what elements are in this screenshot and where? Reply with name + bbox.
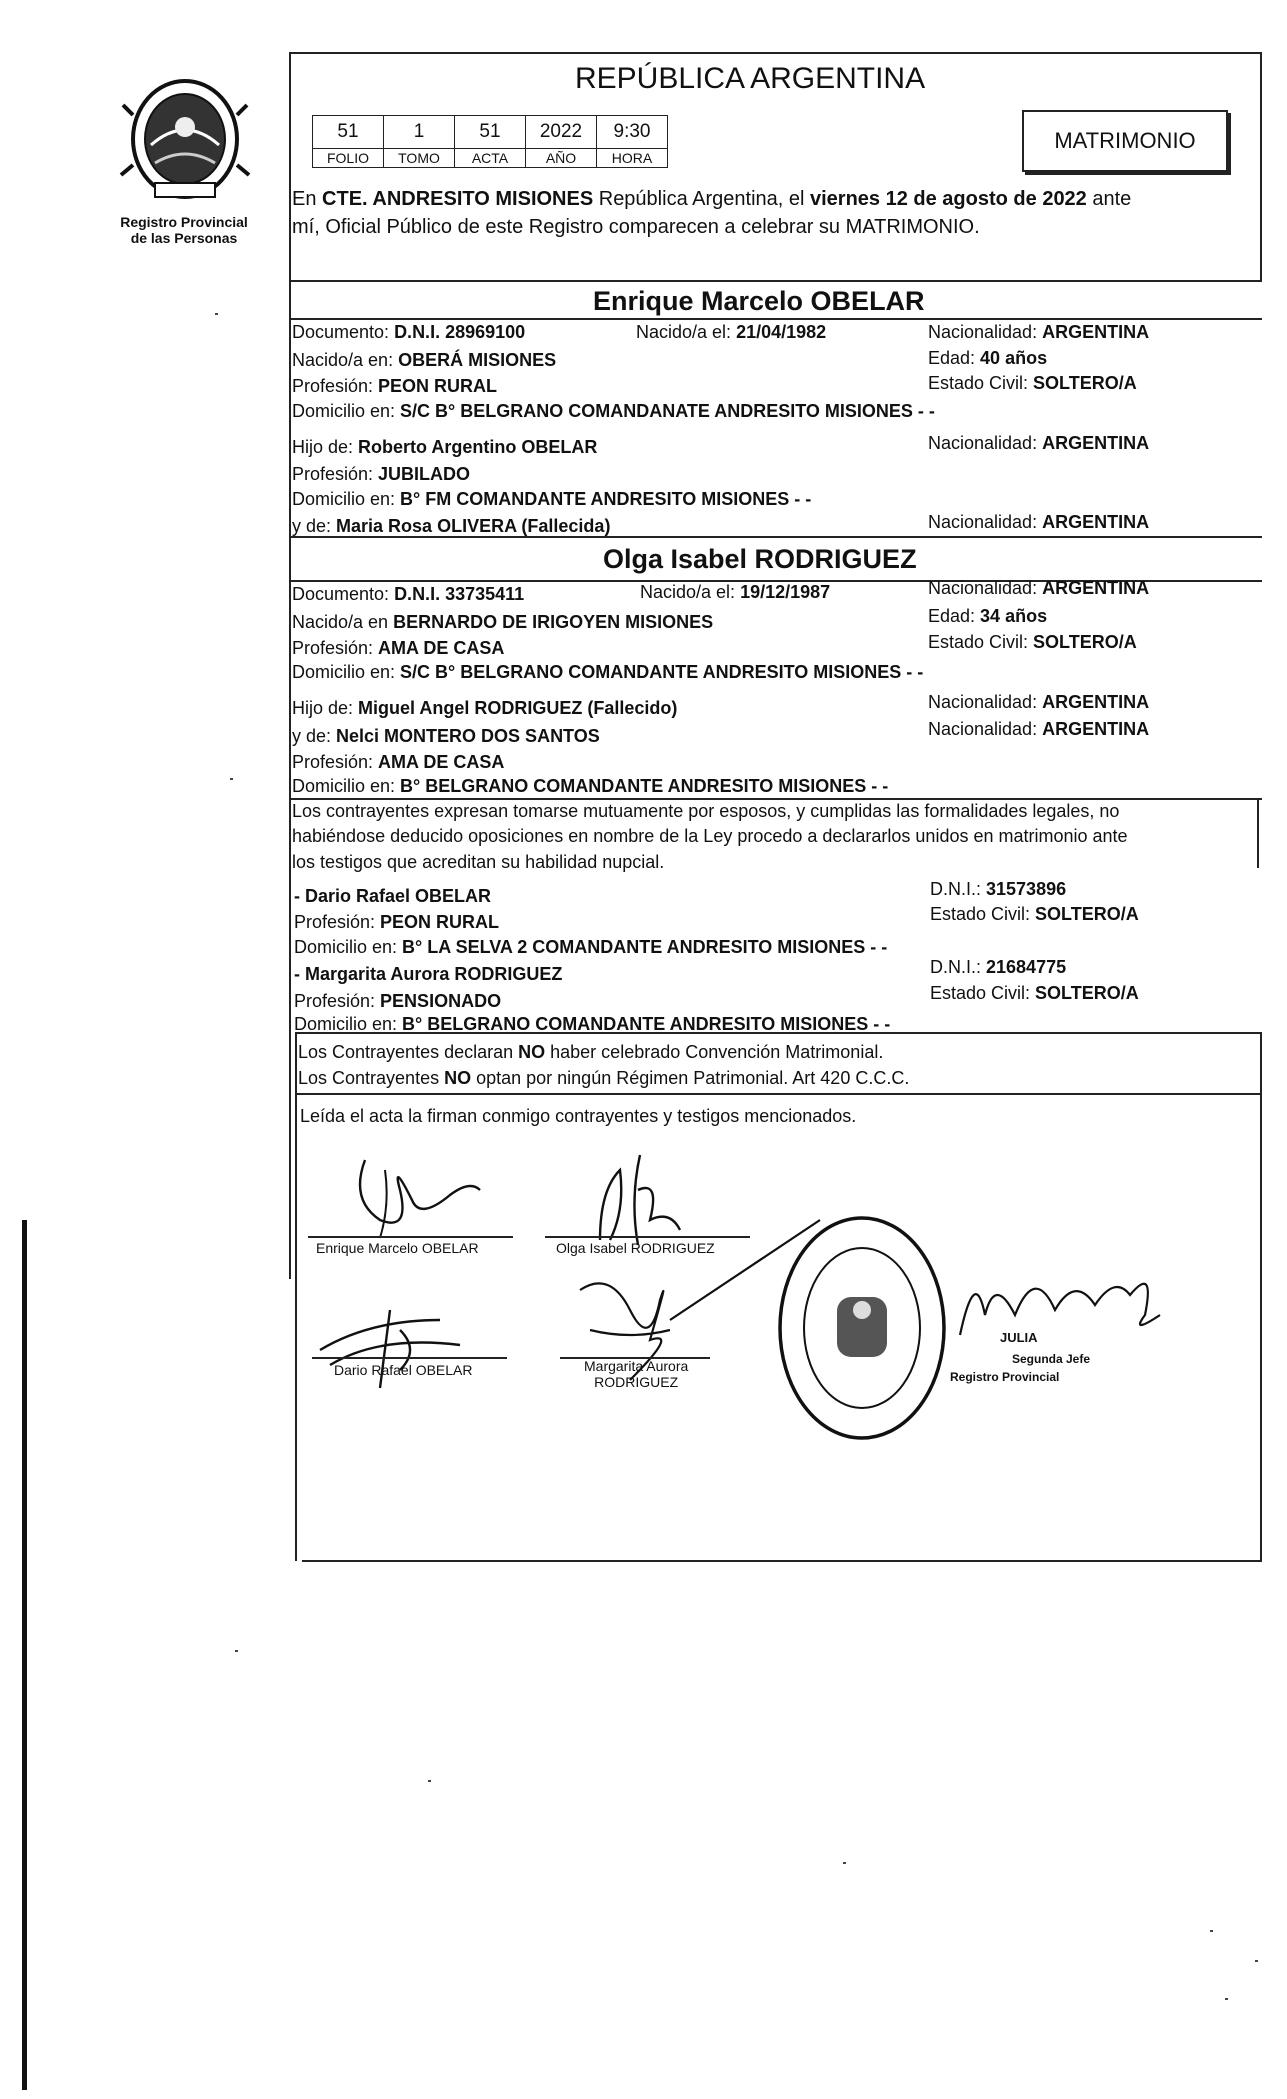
bride-mother: y de: Nelci MONTERO DOS SANTOS <box>292 726 600 746</box>
groom-mother: y de: Maria Rosa OLIVERA (Fallecida) <box>292 516 611 536</box>
speck <box>428 1780 431 1782</box>
closing-statement: Leída el acta la firman conmigo contrayentes y testigos mencionados. <box>300 1106 857 1126</box>
convention-line2: Los Contrayentes NO optan por ningún Régimen Patrimonial. Art 420 C.C.C. <box>298 1068 910 1088</box>
signature-line-witness1 <box>312 1357 507 1359</box>
speck <box>1225 1998 1228 2000</box>
bride-mother-nationality: Nacionalidad: ARGENTINA <box>928 719 1150 739</box>
groom-document: Documento: D.N.I. 28969100 <box>292 322 526 342</box>
record-table <box>312 115 668 168</box>
speck <box>843 1862 846 1864</box>
bride-document: Documento: D.N.I. 33735411 <box>292 584 525 604</box>
witness1-address: Domicilio en: B° LA SELVA 2 COMANDANTE ANDRESITO MISIONES - - <box>294 937 888 957</box>
bride-age: Edad: 34 años <box>928 606 1048 626</box>
intro-line1 <box>292 188 1131 211</box>
tomo-label: TOMO <box>384 149 455 168</box>
groom-address: Domicilio en: S/C B° BELGRANO COMANDANATE ANDRESITO MISIONES - - <box>292 401 935 421</box>
divider-groom-name <box>289 318 1262 320</box>
frame-right-decl <box>1257 798 1259 868</box>
groom-name: Enrique Marcelo OBELAR <box>593 286 925 316</box>
official-signature <box>955 1255 1170 1355</box>
bride-father: Hijo de: Miguel Angel RODRIGUEZ (Fallecido) <box>292 698 678 718</box>
divider-bride-end <box>289 798 1262 800</box>
bride-birthplace: Nacido/a en BERNARDO DE IRIGOYEN MISIONES <box>292 612 714 632</box>
intro-text: República Argentina, el <box>593 188 810 210</box>
speck <box>215 313 218 315</box>
witness2-civil-status: Estado Civil: SOLTERO/A <box>930 983 1139 1003</box>
groom-birthdate: Nacido/a el: 21/04/1982 <box>636 322 827 342</box>
frame-left <box>289 52 291 1279</box>
frame-bottom <box>302 1560 1262 1562</box>
intro-date: viernes 12 de agosto de 2022 <box>810 188 1087 210</box>
convention-line1: Los Contrayentes declaran NO haber celebrado Convención Matrimonial. <box>298 1042 884 1062</box>
official-title: Segunda Jefe <box>1012 1352 1091 1366</box>
bride-nationality: Nacionalidad: ARGENTINA <box>928 578 1150 598</box>
groom-father-nationality: Nacionalidad: ARGENTINA <box>928 433 1150 453</box>
witness2-label-line1: Margarita Aurora <box>584 1358 689 1374</box>
signature-line-groom <box>308 1236 513 1238</box>
intro-text: ante <box>1086 188 1132 210</box>
hora-label: HORA <box>597 149 668 168</box>
tomo-value: 1 <box>384 116 455 149</box>
divider-intro <box>289 280 1262 282</box>
registry-name-line2: de las Personas <box>130 230 238 246</box>
groom-father-profession: Profesión: JUBILADO <box>292 464 471 484</box>
acta-label: ACTA <box>455 149 526 168</box>
country-title: REPÚBLICA ARGENTINA <box>575 62 926 95</box>
witness1-profession: Profesión: PEON RURAL <box>294 912 500 932</box>
speck <box>1210 1930 1213 1932</box>
intro-line2: mí, Oficial Público de este Registro comparecen a celebrar su MATRIMONIO. <box>292 216 980 238</box>
groom-dni: D.N.I. 28969100 <box>394 322 526 342</box>
speck <box>235 1650 238 1652</box>
groom-father-address: Domicilio en: B° FM COMANDANTE ANDRESITO MISIONES - - <box>292 489 812 509</box>
witness2-signature-label <box>584 1358 688 1390</box>
witness2-label-line2: RODRIGUEZ <box>594 1374 679 1390</box>
frame-left-lower <box>295 1032 297 1561</box>
speck <box>1255 1960 1258 1962</box>
bride-father-nationality: Nacionalidad: ARGENTINA <box>928 692 1150 712</box>
acta-value: 51 <box>455 116 526 149</box>
groom-age: Edad: 40 años <box>928 348 1048 368</box>
bride-signature-label: Olga Isabel RODRIGUEZ <box>556 1240 715 1256</box>
witness2-dni: D.N.I.: 21684775 <box>930 957 1067 977</box>
bride-mother-address: Domicilio en: B° BELGRANO COMANDANTE ANDRESITO MISIONES - - <box>292 776 889 796</box>
anio-label: AÑO <box>526 149 597 168</box>
intro-place: CTE. ANDRESITO MISIONES <box>322 188 594 210</box>
intro-text: En <box>292 188 323 210</box>
witness1-dni: D.N.I.: 31573896 <box>930 879 1067 899</box>
bride-civil-status: Estado Civil: SOLTERO/A <box>928 632 1137 652</box>
official-stamp <box>775 1212 950 1444</box>
witness2-name: - Margarita Aurora RODRIGUEZ <box>294 964 563 984</box>
frame-top <box>289 52 1262 54</box>
act-type: MATRIMONIO <box>1054 128 1196 153</box>
folio-value: 51 <box>313 116 384 149</box>
emblem-icon <box>115 75 255 203</box>
bride-mother-profession: Profesión: AMA DE CASA <box>292 752 505 772</box>
official-name: JULIA <box>1000 1330 1038 1345</box>
anio-value: 2022 <box>526 116 597 149</box>
registry-name-line1: Registro Provincial <box>120 214 248 230</box>
groom-nationality: Nacionalidad: ARGENTINA <box>928 322 1150 342</box>
frame-right-lower <box>1260 1032 1262 1561</box>
official-office: Registro Provincial <box>950 1370 1060 1384</box>
groom-profession: Profesión: PEON RURAL <box>292 376 498 396</box>
bride-address: Domicilio en: S/C B° BELGRANO COMANDANTE ANDRESITO MISIONES - - <box>292 662 924 682</box>
scan-edge <box>22 1220 27 2090</box>
witness1-signature-label: Dario Rafael OBELAR <box>334 1362 473 1378</box>
registry-name <box>96 214 272 246</box>
bride-birthdate: Nacido/a el: 19/12/1987 <box>640 582 831 602</box>
declaration-line2: habiéndose deducido oposiciones en nombre de la Ley procedo a declararlos unidos en matrimonio ante <box>292 826 1128 846</box>
witness1-civil-status: Estado Civil: SOLTERO/A <box>930 904 1139 924</box>
hora-value: 9:30 <box>597 116 668 149</box>
groom-birthplace: Nacido/a en: OBERÁ MISIONES <box>292 350 557 370</box>
groom-father: Hijo de: Roberto Argentino OBELAR <box>292 437 598 457</box>
groom-mother-nationality: Nacionalidad: ARGENTINA <box>928 512 1150 532</box>
groom-signature <box>340 1150 490 1242</box>
groom-civil-status: Estado Civil: SOLTERO/A <box>928 373 1137 393</box>
province-emblem <box>115 75 255 203</box>
declaration-line3: los testigos que acreditan su habilidad nupcial. <box>292 852 665 872</box>
witness2-address: Domicilio en: B° BELGRANO COMANDANTE ANDRESITO MISIONES - - <box>294 1014 891 1034</box>
frame-right-top <box>1260 52 1262 280</box>
groom-signature-label: Enrique Marcelo OBELAR <box>316 1240 479 1256</box>
act-type-box <box>1022 110 1228 172</box>
divider-convention-end <box>295 1093 1261 1095</box>
bride-name: Olga Isabel RODRIGUEZ <box>603 544 917 574</box>
speck <box>230 778 233 780</box>
declaration-line1: Los contrayentes expresan tomarse mutuamente por esposos, y cumplidas las formalidades legales, no <box>292 801 1120 821</box>
bride-profession: Profesión: AMA DE CASA <box>292 638 505 658</box>
folio-label: FOLIO <box>313 149 384 168</box>
witness1-name: - Dario Rafael OBELAR <box>294 886 492 906</box>
witness2-profession: Profesión: PENSIONADO <box>294 991 502 1011</box>
